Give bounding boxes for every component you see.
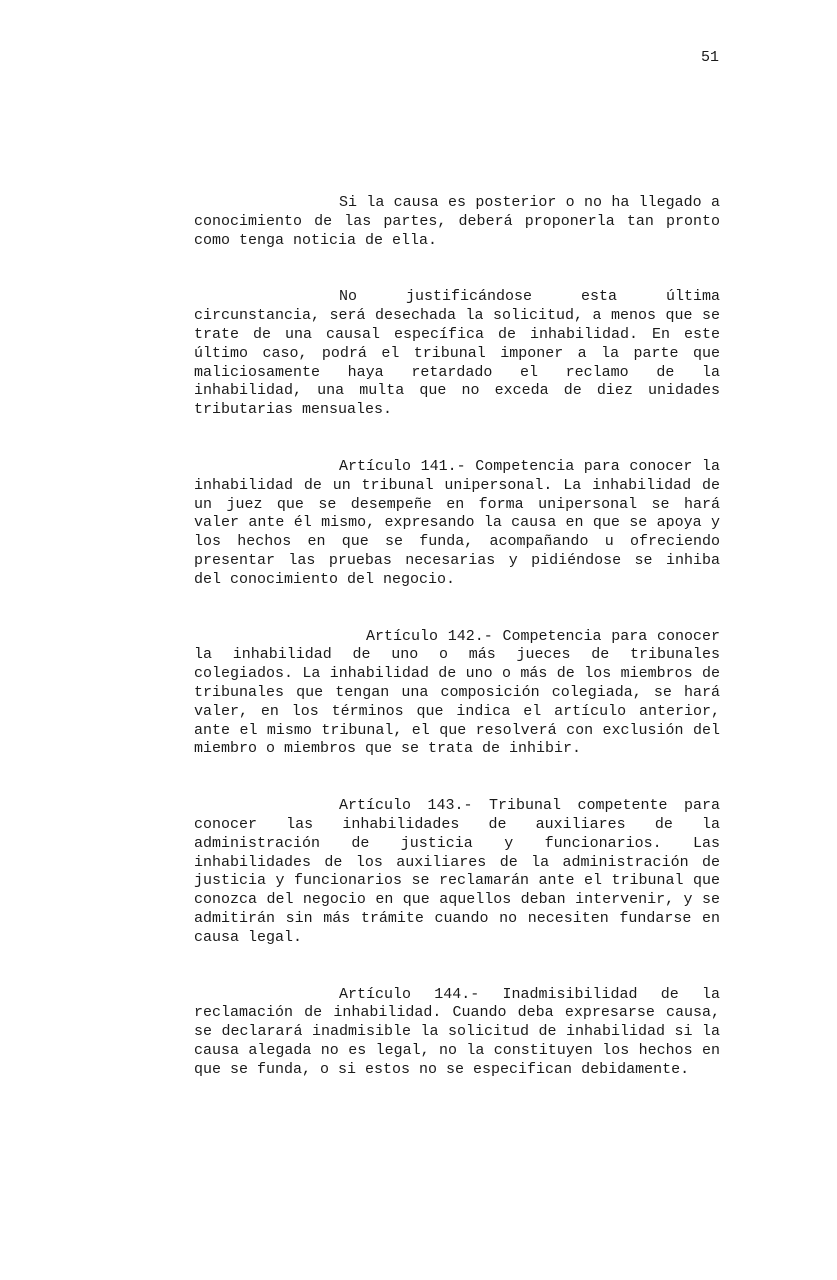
paragraph-posterior-cause: Si la causa es posterior o no ha llegado a conocimiento de las partes, deberá proponerla tan pronto como tenga noticia de ella. [194, 194, 720, 249]
paragraph-article-142: Artículo 142.- Competencia para conocer la inhabilidad de uno o más jueces de tribunales colegiados. La inhabilidad de uno o más de los miembros de tribunales que tengan una composición colegiada, se hará valer, en los términos que indica el artículo anterior, ante el mismo tribunal, el que resolverá con exclusión del miembro o miembros que se trata de inhibir. [194, 627, 720, 758]
paragraph-article-141: Artículo 141.- Competencia para conocer la inhabilidad de un tribunal unipersonal. La inhabilidad de un juez que se desempeñe en forma unipersonal se hará valer ante él mismo, expresando la causa en que se apoya y los hechos en que se funda, acompañando u ofreciendo presentar las pruebas necesarias y pidiéndose se inhiba del conocimiento del negocio. [194, 457, 720, 588]
paragraph-article-143: Artículo 143.- Tribunal competente para conocer las inhabilidades de auxiliares de la administración de justicia y funcionarios. Las inhabilidades de los auxiliares de la administración de justicia y funcionarios se reclamarán ante el tribunal que conozca del negocio en que aquellos deban intervenir, y se admitirán sin más trámite cuando no necesiten fundarse en causa legal. [194, 797, 720, 946]
document-body [194, 194, 720, 1079]
paragraph-article-144: Artículo 144.- Inadmisibilidad de la reclamación de inhabilidad. Cuando deba expresarse causa, se declarará inadmisible la solicitud de inhabilidad si la causa alegada no es legal, no la constituyen los hechos en que se funda, o si estos no se especifican debidamente. [194, 985, 720, 1078]
paragraph-unjustified: No justificándose esta última circunstancia, será desechada la solicitud, a menos que se trate de una causal específica de inhabilidad. En este último caso, podrá el tribunal imponer a la parte que maliciosamente haya retardado el reclamo de la inhabilidad, una multa que no exceda de diez unidades tributarias mensuales. [194, 288, 720, 419]
page-number: 51 [700, 49, 719, 66]
